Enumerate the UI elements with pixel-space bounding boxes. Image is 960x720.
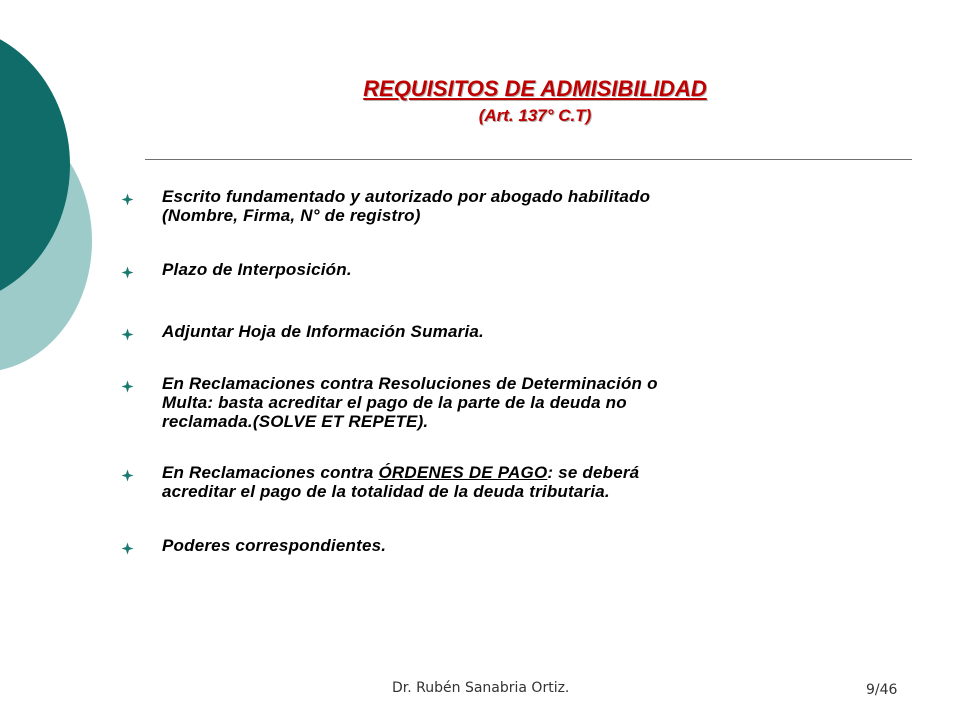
bullet-text: Adjuntar Hoja de Información Sumaria.	[162, 322, 484, 341]
bullet-item-poderes	[121, 536, 801, 555]
diamond-bullet-icon	[121, 542, 134, 555]
bullet-text: En Reclamaciones contra ÓRDENES DE PAGO: se deberá acreditar el pago de la totalidad de la deuda tributaria.	[162, 463, 640, 501]
bullet-item-plazo	[121, 260, 801, 279]
bullet-item-adjuntar	[121, 322, 801, 341]
bullet-item-resoluciones	[121, 374, 801, 431]
diamond-bullet-icon	[121, 193, 134, 206]
footer-author: Dr. Rubén Sanabria Ortiz.	[392, 680, 570, 696]
page-number: 9/46	[866, 682, 898, 698]
bullet-text: Plazo de Interposición.	[162, 260, 352, 279]
bullet-text: Poderes correspondientes.	[162, 536, 387, 555]
bullet-text: Escrito fundamentado y autorizado por abogado habilitado (Nombre, Firma, N° de registro)	[162, 187, 651, 225]
bullet-text: En Reclamaciones contra Resoluciones de Determinación o Multa: basta acreditar el pago de la parte de la deuda no reclamada.(SOLVE ET REPETE).	[162, 374, 658, 431]
slide-subtitle: (Art. 137° C.T)	[478, 106, 592, 125]
bullet-item-ordenes-de-pago	[121, 463, 801, 501]
diamond-bullet-icon	[121, 266, 134, 279]
diamond-bullet-icon	[121, 469, 134, 482]
diamond-bullet-icon	[121, 380, 134, 393]
bullet-item-escrito	[121, 187, 801, 225]
underlined-term: ÓRDENES DE PAGO	[378, 463, 548, 482]
diamond-bullet-icon	[121, 328, 134, 341]
slide-title: REQUISITOS DE ADMISIBILIDAD	[363, 76, 707, 101]
